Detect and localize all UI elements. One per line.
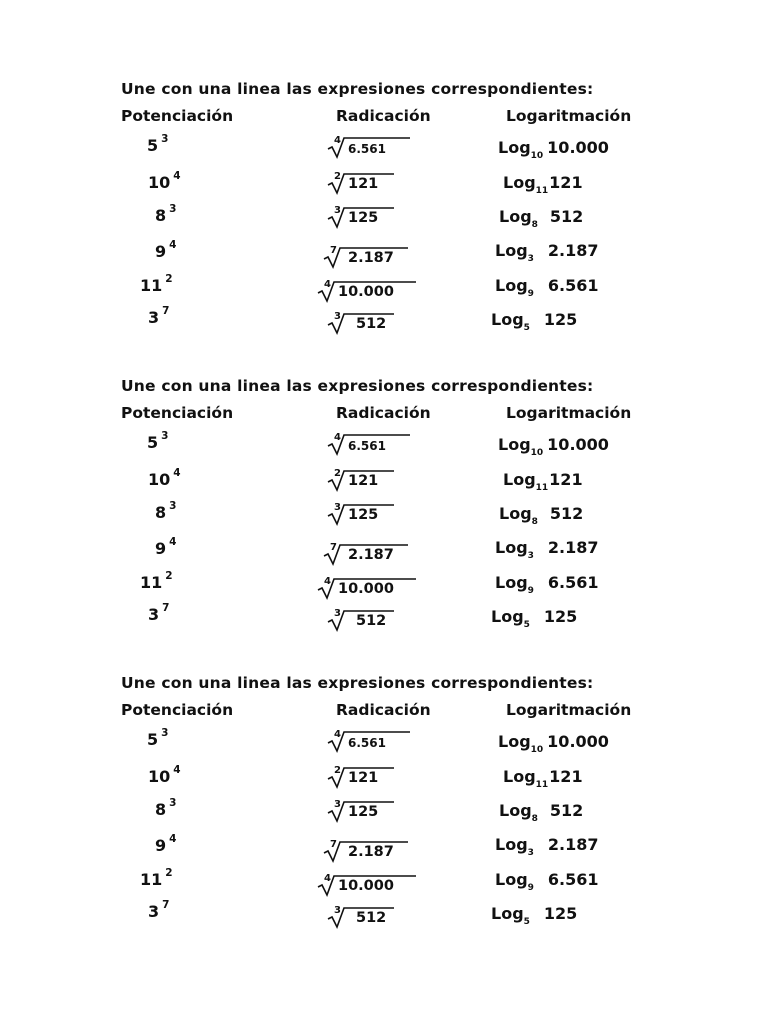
power-expression bbox=[148, 764, 181, 786]
root-index: 4 bbox=[334, 432, 341, 443]
radical-expression bbox=[326, 730, 416, 754]
power-expression bbox=[148, 899, 170, 921]
instruction-text: Une con una linea las expresiones correspondientes: bbox=[121, 674, 594, 692]
root-index: 2 bbox=[334, 765, 341, 776]
log-argument: 512 bbox=[549, 801, 584, 820]
radical-expression bbox=[316, 874, 420, 898]
root-radicand: 121 bbox=[348, 473, 379, 489]
log-expression bbox=[498, 435, 609, 458]
power-exponent: 3 bbox=[169, 797, 177, 809]
power-expression bbox=[155, 797, 177, 819]
header-radicacion: Radicación bbox=[336, 404, 431, 422]
power-exponent: 7 bbox=[162, 899, 170, 911]
log-prefix: Log bbox=[495, 835, 528, 854]
power-base: 11 bbox=[140, 870, 163, 889]
log-argument: 121 bbox=[549, 767, 583, 786]
root-index: 7 bbox=[330, 245, 337, 256]
log-expression bbox=[503, 173, 583, 196]
log-argument: 6.561 bbox=[547, 573, 599, 592]
log-argument: 2.187 bbox=[547, 538, 599, 557]
radical-expression bbox=[316, 577, 420, 601]
exercise-block-1 bbox=[0, 80, 768, 360]
root-index: 4 bbox=[324, 873, 331, 884]
root-radicand: 6.561 bbox=[348, 736, 386, 750]
power-exponent: 2 bbox=[165, 867, 173, 879]
radical-expression bbox=[326, 503, 398, 527]
root-index: 3 bbox=[334, 205, 341, 216]
log-base: 8 bbox=[531, 517, 538, 527]
instruction-text: Une con una linea las expresiones correspondientes: bbox=[121, 80, 594, 98]
header-logaritmacion: Logaritmación bbox=[506, 107, 632, 125]
log-prefix: Log bbox=[495, 241, 528, 260]
power-base: 10 bbox=[148, 173, 171, 192]
radical-expression bbox=[326, 469, 398, 493]
header-logaritmacion: Logaritmación bbox=[506, 701, 632, 719]
exercise-block-3 bbox=[0, 674, 768, 954]
log-expression bbox=[503, 767, 583, 790]
root-index: 3 bbox=[334, 502, 341, 513]
root-radicand: 2.187 bbox=[348, 250, 394, 266]
log-expression bbox=[495, 573, 599, 596]
power-base: 9 bbox=[155, 242, 167, 261]
root-index: 4 bbox=[324, 279, 331, 290]
log-base: 8 bbox=[531, 220, 538, 230]
power-expression bbox=[140, 570, 173, 592]
log-base: 9 bbox=[527, 883, 534, 893]
log-expression bbox=[495, 241, 599, 264]
log-prefix: Log bbox=[491, 607, 524, 626]
log-argument: 2.187 bbox=[547, 241, 599, 260]
log-expression bbox=[495, 835, 599, 858]
log-expression bbox=[491, 607, 578, 630]
power-exponent: 7 bbox=[162, 602, 170, 614]
root-index: 4 bbox=[324, 576, 331, 587]
log-base: 5 bbox=[523, 917, 530, 927]
log-argument: 10.000 bbox=[547, 732, 609, 751]
root-index: 2 bbox=[334, 171, 341, 182]
root-radicand: 10.000 bbox=[338, 284, 394, 300]
root-radicand: 10.000 bbox=[338, 878, 394, 894]
log-expression bbox=[498, 138, 609, 161]
root-index: 3 bbox=[334, 608, 341, 619]
power-expression bbox=[148, 602, 170, 624]
log-argument: 125 bbox=[543, 607, 578, 626]
header-potenciacion: Potenciación bbox=[121, 404, 234, 422]
power-exponent: 3 bbox=[169, 203, 177, 215]
root-index: 2 bbox=[334, 468, 341, 479]
power-expression bbox=[147, 133, 169, 155]
root-index: 3 bbox=[334, 905, 341, 916]
log-base: 11 bbox=[535, 780, 549, 790]
power-expression bbox=[148, 305, 170, 327]
header-potenciacion: Potenciación bbox=[121, 107, 234, 125]
power-exponent: 4 bbox=[169, 833, 177, 845]
power-exponent: 3 bbox=[169, 500, 177, 512]
radical-expression bbox=[326, 136, 416, 160]
radical-expression bbox=[326, 609, 398, 633]
power-exponent: 4 bbox=[173, 467, 181, 479]
log-base: 3 bbox=[527, 551, 534, 561]
log-expression bbox=[503, 470, 583, 493]
log-base: 5 bbox=[523, 323, 530, 333]
power-base: 8 bbox=[155, 503, 167, 522]
root-radicand: 121 bbox=[348, 176, 379, 192]
log-argument: 121 bbox=[549, 470, 583, 489]
power-exponent: 4 bbox=[169, 536, 177, 548]
radical-expression bbox=[326, 766, 398, 790]
root-radicand: 10.000 bbox=[338, 581, 394, 597]
log-prefix: Log bbox=[499, 801, 532, 820]
power-base: 3 bbox=[148, 902, 160, 921]
radical-expression bbox=[326, 206, 398, 230]
power-base: 5 bbox=[147, 136, 159, 155]
root-radicand: 125 bbox=[348, 804, 379, 820]
log-prefix: Log bbox=[498, 138, 531, 157]
log-base: 11 bbox=[535, 186, 549, 196]
power-exponent: 2 bbox=[165, 570, 173, 582]
power-exponent: 4 bbox=[169, 239, 177, 251]
root-radicand: 512 bbox=[356, 613, 387, 629]
power-base: 11 bbox=[140, 276, 163, 295]
power-base: 11 bbox=[140, 573, 163, 592]
power-base: 3 bbox=[148, 605, 160, 624]
power-expression bbox=[147, 430, 169, 452]
log-base: 10 bbox=[530, 745, 544, 755]
log-argument: 512 bbox=[549, 207, 584, 226]
power-exponent: 3 bbox=[161, 133, 169, 145]
log-argument: 121 bbox=[549, 173, 583, 192]
root-index: 3 bbox=[334, 799, 341, 810]
radical-expression bbox=[326, 172, 398, 196]
root-radicand: 121 bbox=[348, 770, 379, 786]
header-radicacion: Radicación bbox=[336, 701, 431, 719]
power-base: 5 bbox=[147, 433, 159, 452]
log-expression bbox=[495, 870, 599, 893]
radical-expression bbox=[326, 312, 398, 336]
power-base: 8 bbox=[155, 206, 167, 225]
root-radicand: 125 bbox=[348, 210, 379, 226]
root-radicand: 512 bbox=[356, 910, 387, 926]
log-base: 10 bbox=[530, 448, 544, 458]
log-base: 8 bbox=[531, 814, 538, 824]
log-prefix: Log bbox=[495, 538, 528, 557]
log-argument: 6.561 bbox=[547, 276, 599, 295]
log-argument: 10.000 bbox=[547, 138, 609, 157]
power-exponent: 2 bbox=[165, 273, 173, 285]
log-base: 10 bbox=[530, 151, 544, 161]
power-base: 10 bbox=[148, 470, 171, 489]
radical-expression bbox=[326, 433, 416, 457]
log-base: 3 bbox=[527, 848, 534, 858]
root-index: 3 bbox=[334, 311, 341, 322]
log-prefix: Log bbox=[503, 767, 536, 786]
log-argument: 512 bbox=[549, 504, 584, 523]
radical-expression bbox=[322, 543, 412, 567]
header-logaritmacion: Logaritmación bbox=[506, 404, 632, 422]
log-argument: 6.561 bbox=[547, 870, 599, 889]
power-expression bbox=[155, 239, 177, 261]
log-prefix: Log bbox=[499, 207, 532, 226]
log-base: 3 bbox=[527, 254, 534, 264]
log-prefix: Log bbox=[503, 173, 536, 192]
log-prefix: Log bbox=[495, 870, 528, 889]
log-expression bbox=[499, 207, 584, 230]
log-prefix: Log bbox=[491, 310, 524, 329]
root-index: 7 bbox=[330, 839, 337, 850]
power-expression bbox=[148, 467, 181, 489]
log-base: 5 bbox=[523, 620, 530, 630]
log-prefix: Log bbox=[495, 573, 528, 592]
power-exponent: 7 bbox=[162, 305, 170, 317]
power-expression bbox=[155, 833, 177, 855]
radical-expression bbox=[326, 906, 398, 930]
log-argument: 2.187 bbox=[547, 835, 599, 854]
log-expression bbox=[491, 904, 578, 927]
log-prefix: Log bbox=[491, 904, 524, 923]
power-exponent: 4 bbox=[173, 764, 181, 776]
log-argument: 125 bbox=[543, 904, 578, 923]
root-index: 4 bbox=[334, 729, 341, 740]
exercise-block-2 bbox=[0, 377, 768, 657]
power-base: 9 bbox=[155, 539, 167, 558]
power-base: 3 bbox=[148, 308, 160, 327]
root-radicand: 512 bbox=[356, 316, 387, 332]
log-prefix: Log bbox=[498, 732, 531, 751]
root-radicand: 2.187 bbox=[348, 844, 394, 860]
log-prefix: Log bbox=[503, 470, 536, 489]
header-radicacion: Radicación bbox=[336, 107, 431, 125]
log-expression bbox=[491, 310, 578, 333]
root-radicand: 6.561 bbox=[348, 439, 386, 453]
root-radicand: 125 bbox=[348, 507, 379, 523]
radical-expression bbox=[322, 246, 412, 270]
log-prefix: Log bbox=[498, 435, 531, 454]
power-expression bbox=[140, 273, 173, 295]
root-index: 4 bbox=[334, 135, 341, 146]
power-expression bbox=[155, 536, 177, 558]
root-index: 7 bbox=[330, 542, 337, 553]
power-base: 8 bbox=[155, 800, 167, 819]
log-argument: 125 bbox=[543, 310, 578, 329]
power-exponent: 3 bbox=[161, 430, 169, 442]
power-base: 10 bbox=[148, 767, 171, 786]
log-prefix: Log bbox=[499, 504, 532, 523]
power-base: 5 bbox=[147, 730, 159, 749]
log-argument: 10.000 bbox=[547, 435, 609, 454]
root-radicand: 2.187 bbox=[348, 547, 394, 563]
log-base: 9 bbox=[527, 586, 534, 596]
root-radicand: 6.561 bbox=[348, 142, 386, 156]
log-expression bbox=[499, 801, 584, 824]
power-exponent: 4 bbox=[173, 170, 181, 182]
log-base: 9 bbox=[527, 289, 534, 299]
header-potenciacion: Potenciación bbox=[121, 701, 234, 719]
power-base: 9 bbox=[155, 836, 167, 855]
power-expression bbox=[148, 170, 181, 192]
power-exponent: 3 bbox=[161, 727, 169, 739]
log-base: 11 bbox=[535, 483, 549, 493]
power-expression bbox=[147, 727, 169, 749]
log-expression bbox=[498, 732, 609, 755]
power-expression bbox=[155, 500, 177, 522]
instruction-text: Une con una linea las expresiones correspondientes: bbox=[121, 377, 594, 395]
radical-expression bbox=[326, 800, 398, 824]
power-expression bbox=[155, 203, 177, 225]
log-expression bbox=[499, 504, 584, 527]
radical-expression bbox=[322, 840, 412, 864]
log-prefix: Log bbox=[495, 276, 528, 295]
log-expression bbox=[495, 276, 599, 299]
log-expression bbox=[495, 538, 599, 561]
radical-expression bbox=[316, 280, 420, 304]
power-expression bbox=[140, 867, 173, 889]
